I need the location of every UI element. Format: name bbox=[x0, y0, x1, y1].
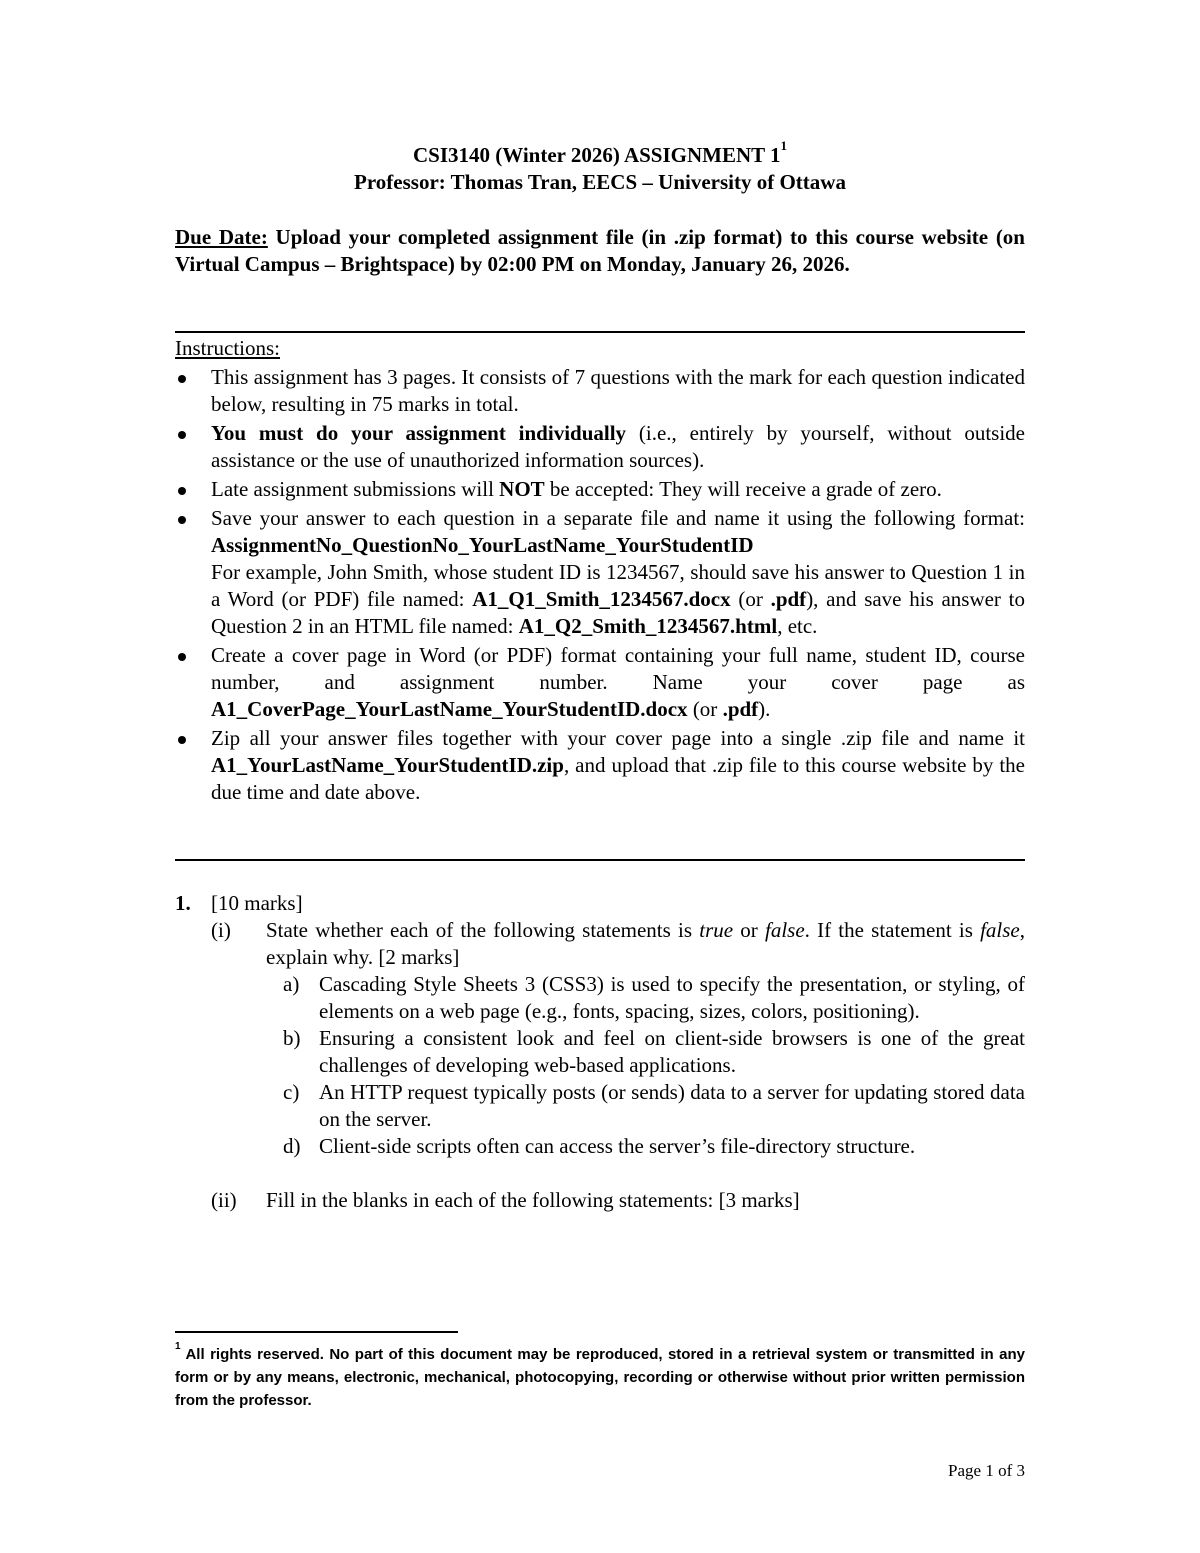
instructions-bottom-rule bbox=[175, 859, 1025, 861]
document-header bbox=[175, 138, 1025, 196]
instruction-item-naming: Save your answer to each question in a separate file and name it using the following format: AssignmentNo_QuestionNo_YourLastName_YourStudentID For example, John Smith, whose student ID is 1234567, should save his answer to Question 1 in a Word (or PDF) file named: A1_Q1_Smith_1234567.docx (or .pdf), and save his answer to Question 2 in an HTML file named: A1_Q2_Smith_1234567.html, etc. bbox=[175, 505, 1025, 640]
statement-item: a) Cascading Style Sheets 3 (CSS3) is used to specify the presentation, or styling, of elements on a web page (e.g., fonts, spacing, sizes, colors, positioning). bbox=[283, 972, 1025, 1023]
instructions-heading: Instructions: bbox=[175, 336, 280, 360]
question-1 bbox=[175, 890, 1025, 1214]
instruction-item-zip: Zip all your answer files together with your cover page into a single .zip file and name it A1_YourLastName_YourStudentID.zip, and upload that .zip file to this course website by the due time and date above. bbox=[175, 725, 1025, 806]
bullet-icon bbox=[178, 431, 186, 439]
bullet-icon bbox=[178, 516, 186, 524]
statement-item: b) Ensuring a consistent look and feel on client-side browsers is one of the great challenges of developing web-based applications. bbox=[283, 1026, 1025, 1077]
question-1-part-i: (i) State whether each of the following statements is true or false. If the statement is false, explain why. [2 marks] bbox=[211, 918, 1025, 969]
instruction-item-cover-page: Create a cover page in Word (or PDF) format containing your full name, student ID, course number, and assignment number. Name your cover page as A1_CoverPage_YourLastName_YourStudentID.docx (or .pdf). bbox=[175, 642, 1025, 723]
due-date-label: Due Date: bbox=[175, 225, 268, 249]
cover-page-filename: A1_CoverPage_YourLastName_YourStudentID.docx bbox=[211, 697, 688, 721]
zip-filename: A1_YourLastName_YourStudentID.zip bbox=[211, 753, 564, 777]
part-label: (ii) bbox=[211, 1188, 237, 1212]
instructions-list bbox=[175, 364, 1025, 806]
example-filename-q2: A1_Q2_Smith_1234567.html bbox=[518, 614, 778, 638]
document-page bbox=[175, 0, 1025, 1553]
example-filename-q1: A1_Q1_Smith_1234567.docx bbox=[472, 587, 731, 611]
statement-item: c) An HTTP request typically posts (or sends) data to a server for updating stored data on the server. bbox=[283, 1080, 1025, 1131]
title-footnote-mark: 1 bbox=[780, 138, 788, 153]
question-1-part-ii: (ii) Fill in the blanks in each of the following statements: [3 marks] bbox=[211, 1188, 800, 1212]
professor-line: Professor: Thomas Tran, EECS – University of Ottawa bbox=[354, 170, 846, 194]
question-1-header bbox=[175, 890, 1025, 917]
instructions-section bbox=[175, 335, 1025, 808]
assignment-title: CSI3140 (Winter 2026) ASSIGNMENT $1^1$ bbox=[412, 138, 788, 167]
bullet-icon bbox=[178, 653, 186, 661]
page-number: Page 1 of 3 bbox=[948, 1461, 1025, 1480]
question-number: 1. bbox=[175, 891, 191, 915]
instructions-top-rule bbox=[175, 331, 1025, 333]
instruction-item-pages: This assignment has 3 pages. It consists of 7 questions with the mark for each question indicated below, resulting in 75 marks in total. bbox=[175, 364, 1025, 418]
bullet-icon bbox=[178, 375, 186, 383]
footnote-mark: 1 bbox=[175, 1341, 181, 1352]
part-i-statements bbox=[175, 971, 1025, 1160]
due-date-paragraph bbox=[175, 224, 1025, 278]
footnote-separator bbox=[175, 1331, 458, 1333]
statement-item: d) Client-side scripts often can access the server’s file-directory structure. bbox=[283, 1134, 916, 1158]
footnote: $^1$ All rights reserved. No part of this document may be reproduced, stored in a retrieval system or transmitted in any form or by any means, electronic, mechanical, photocopying, recording or otherwise without prior written permission from the professor. bbox=[175, 1341, 1025, 1409]
bullet-icon bbox=[178, 736, 186, 744]
part-label: (i) bbox=[211, 918, 231, 942]
question-marks: [10 marks] bbox=[211, 891, 303, 915]
due-date-text: Upload your completed assignment file (in .zip format) to this course website (on Virtual Campus – Brightspace) by 02:00 PM on Monday, January 26, 2026. bbox=[175, 225, 1025, 276]
filename-format: AssignmentNo_QuestionNo_YourLastName_YourStudentID bbox=[211, 533, 754, 557]
instruction-item-individual: You must do your assignment individually (i.e., entirely by yourself, without outside assistance or the use of unauthorized information sources). bbox=[175, 420, 1025, 474]
bullet-icon bbox=[178, 487, 186, 495]
instruction-item-late: Late assignment submissions will NOT be accepted: They will receive a grade of zero. bbox=[175, 476, 1025, 503]
